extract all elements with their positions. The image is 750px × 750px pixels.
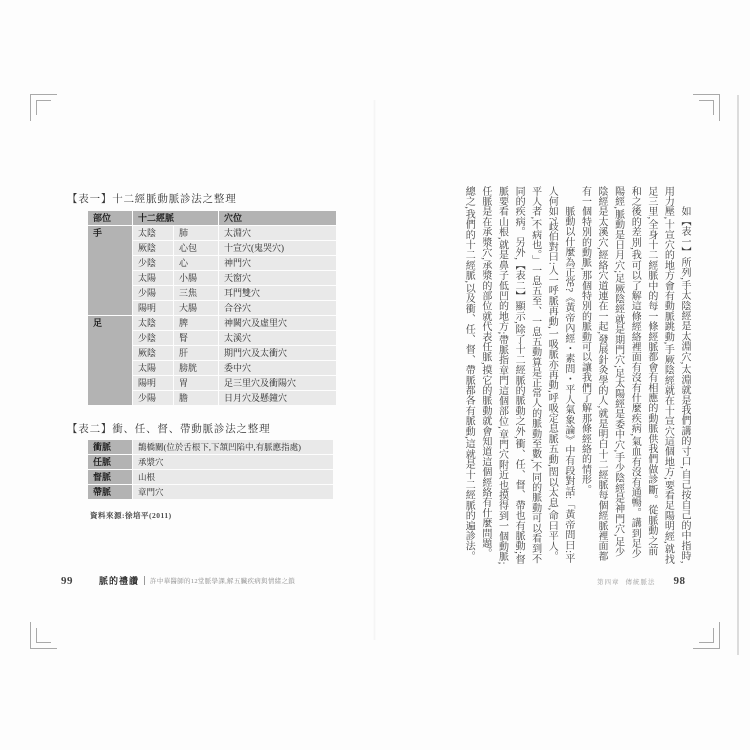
table-cell: 太陰 bbox=[133, 226, 173, 240]
table-cell: 胃 bbox=[174, 376, 218, 390]
table-cell: 天窗穴 bbox=[219, 271, 336, 285]
table-cell: 膀胱 bbox=[174, 361, 218, 375]
table-cell: 肝 bbox=[174, 346, 218, 360]
book-title: 脈的禮讚 bbox=[99, 576, 140, 586]
vessel-label-cell: 帶脈 bbox=[88, 485, 132, 499]
left-page-number: 99 bbox=[61, 574, 73, 587]
table-row bbox=[88, 440, 333, 454]
table-cell: 少陰 bbox=[133, 256, 173, 270]
table1-header-row bbox=[88, 211, 336, 225]
table-cell: 少陽 bbox=[133, 391, 173, 405]
table1-header-part: 部位 bbox=[88, 211, 132, 225]
table-cell: 陽明 bbox=[133, 376, 173, 390]
crop-mark-top-left bbox=[30, 94, 57, 121]
table-cell: 厥陰 bbox=[133, 346, 173, 360]
table-cell: 三焦 bbox=[174, 286, 218, 300]
table-cell: 肺 bbox=[174, 226, 218, 240]
table-cell: 耳門雙穴 bbox=[219, 286, 336, 300]
vessel-label-cell: 衝脈 bbox=[88, 440, 132, 454]
page-edge-line bbox=[737, 95, 739, 655]
table-cell: 鵲橋關(位於舌根下,下頷凹陷中,有脈應指處) bbox=[133, 440, 333, 454]
source-note: 資料來源:徐培平(2011) bbox=[90, 511, 172, 520]
page-spine-divider bbox=[373, 100, 376, 640]
footer-divider bbox=[144, 576, 145, 585]
vessel-label-cell: 督脈 bbox=[88, 470, 132, 484]
table-cell: 厥陰 bbox=[133, 241, 173, 255]
extra-vessels-table bbox=[87, 439, 334, 500]
body-paragraph: 脈動以什麼為正常?《黃帝內經・素問・平人氣象論》中有段對話:「黃帝問曰:平人何如?歧伯對曰:人一呼脈再動,一吸脈亦再動,呼吸定息脈五動,閏以太息,命曰平人。平人者,不病也。」一息五至、一息五動算是正常人的脈動至數,不同的脈動可以看到不同的疾病。另外,【表二】顯示,除了十二經脈的脈動之外,衝、任、督、帶也有脈動;督脈要看山根,就是鼻子低凹的地方;帶脈指章門這個部位,章門穴附近也摸得到一個動脈;任脈是在承漿穴,承漿的部位就代表任脈,摸它的脈動就會知道這個經絡有什麼問題。總之,我們的十二經脈,以及衝、任、督、帶脈都各有脈動,這就是十二經脈的遍診法。 bbox=[463, 186, 574, 565]
table-cell: 太陽 bbox=[133, 271, 173, 285]
crop-mark-bottom-left bbox=[30, 622, 57, 649]
table-cell: 合谷穴 bbox=[219, 301, 336, 315]
table-cell: 期門穴及太衝穴 bbox=[219, 346, 336, 360]
crop-mark-bottom-right bbox=[693, 622, 720, 649]
table-cell: 承漿穴 bbox=[133, 455, 333, 469]
table-cell: 膽 bbox=[174, 391, 218, 405]
table2-title: 【表二】衝、任、督、帶動脈診法之整理 bbox=[67, 424, 271, 435]
right-page-footer bbox=[597, 575, 686, 587]
meridian-pulse-table bbox=[87, 210, 337, 406]
table-cell: 足三里穴及衝陽穴 bbox=[219, 376, 336, 390]
table-row bbox=[88, 316, 336, 330]
body-paragraph: 如【表一】所列,手太陰經是太淵穴,太淵就是我們講的寸口,自己按自己的中指時,用力壓,十宣穴的地方會有動脈跳動,手厥陰經就在十宣穴這個地方;要看足陽明經,就找足三里,全身十二經脈中的每一條經脈都會有相應的動脈供我們做診斷。從脈動之前和之後的差別,我可以了解這條經絡裡面有沒有什麼疾病,氣血有沒有通暢。講到足少陽經,脈動是日月穴;足厥陰經就是期門穴;足太陽經是委中穴,手少陰經是神門穴,足少陰經是太溪穴,經絡穴道連在一起,發展針灸學的人,就是明白十二經脈每個經脈裡面都有一個特別的動脈,那個特別的脈動可以讓我們了解那條經絡的情形。 bbox=[579, 186, 690, 565]
table-cell: 日月穴及懸鐘穴 bbox=[219, 391, 336, 405]
table-cell: 章門穴 bbox=[133, 485, 333, 499]
table-cell: 腎 bbox=[174, 331, 218, 345]
table-cell: 太陽 bbox=[133, 361, 173, 375]
body-part-cell: 手 bbox=[88, 226, 132, 315]
table-cell: 少陽 bbox=[133, 286, 173, 300]
table-cell: 太陰 bbox=[133, 316, 173, 330]
table-cell: 小腸 bbox=[174, 271, 218, 285]
table-cell: 神闕穴及虛里穴 bbox=[219, 316, 336, 330]
table-cell: 太淵穴 bbox=[219, 226, 336, 240]
table-cell: 太溪穴 bbox=[219, 331, 336, 345]
table-cell: 心包 bbox=[174, 241, 218, 255]
crop-mark-top-right bbox=[693, 94, 720, 121]
table-cell: 山根 bbox=[133, 470, 333, 484]
vessel-label-cell: 任脈 bbox=[88, 455, 132, 469]
table1-header-meridian: 十二經脈 bbox=[133, 211, 218, 225]
table-cell: 少陰 bbox=[133, 331, 173, 345]
table-cell: 脾 bbox=[174, 316, 218, 330]
left-page-footer bbox=[61, 574, 295, 587]
table-row bbox=[88, 226, 336, 240]
table1-title: 【表一】十二經脈動脈診法之整理 bbox=[67, 194, 237, 205]
table-row bbox=[88, 470, 333, 484]
table-cell: 十宣穴(鬼哭穴) bbox=[219, 241, 336, 255]
section-label: 傳統脈法 bbox=[625, 578, 656, 586]
book-subtitle: 許中華醫師的12堂脈學課,解五臟疾病與情緒之鎖 bbox=[150, 578, 296, 585]
right-page-body-text bbox=[425, 186, 692, 565]
table-row bbox=[88, 455, 333, 469]
body-part-cell: 足 bbox=[88, 316, 132, 405]
table-cell: 大腸 bbox=[174, 301, 218, 315]
table-cell: 神門穴 bbox=[219, 256, 336, 270]
table1-header-point: 穴位 bbox=[219, 211, 336, 225]
table-cell: 委中穴 bbox=[219, 361, 336, 375]
table-row bbox=[88, 485, 333, 499]
table-cell: 陽明 bbox=[133, 301, 173, 315]
table-cell: 心 bbox=[174, 256, 218, 270]
chapter-label: 第四章 bbox=[597, 578, 620, 586]
right-page-number: 98 bbox=[673, 575, 686, 587]
